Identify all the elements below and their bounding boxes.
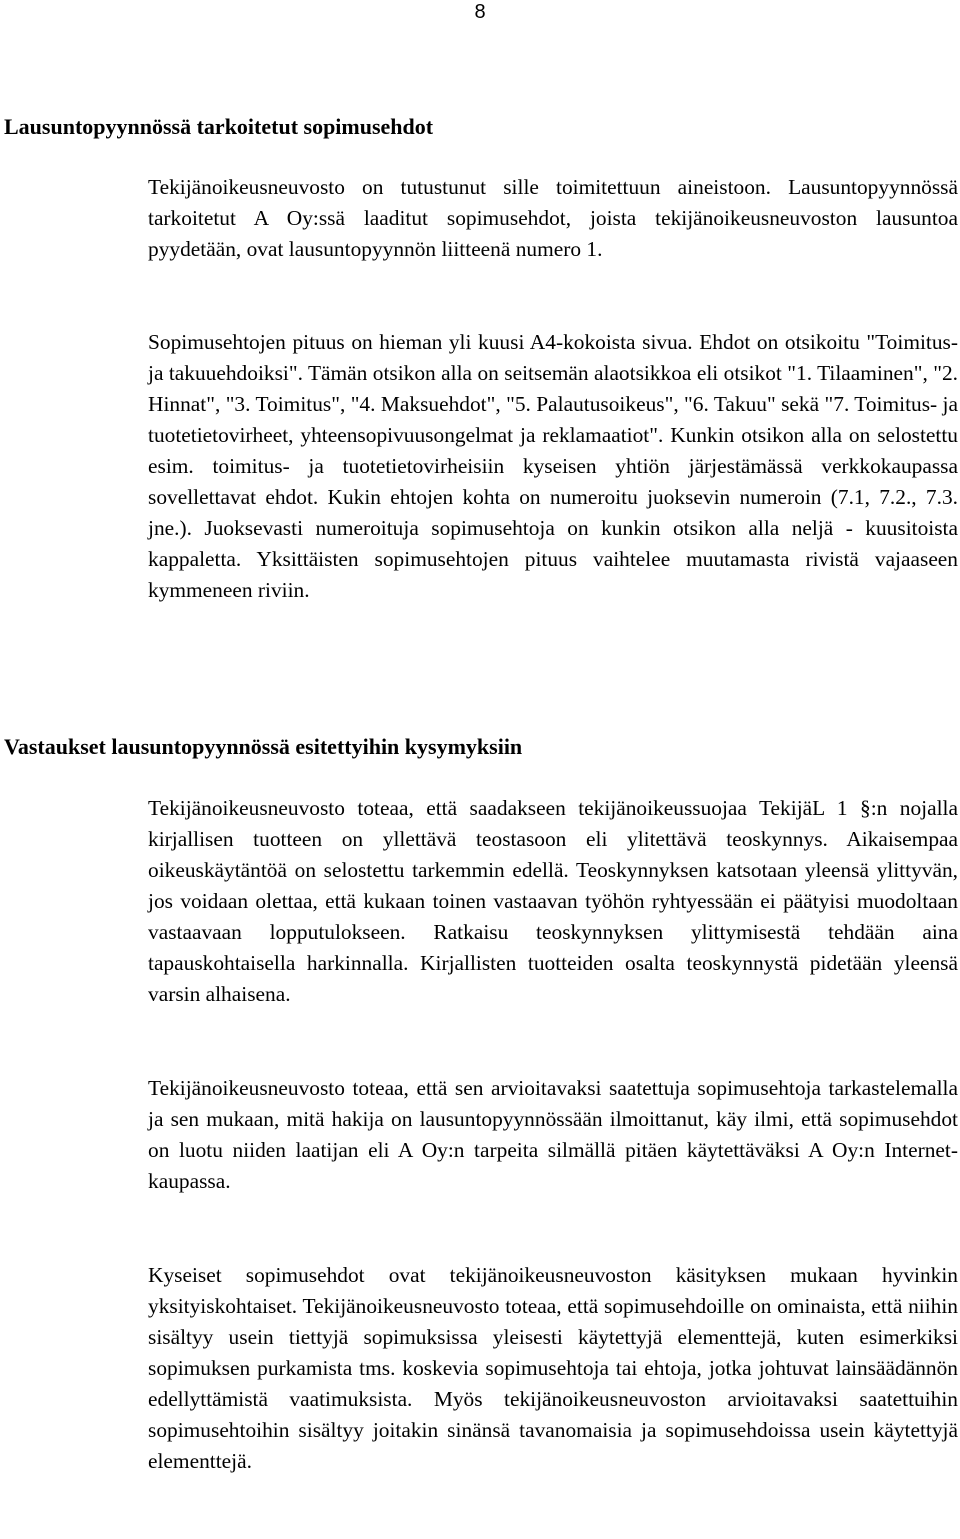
paragraph-terms-detail: Kyseiset sopimusehdot ovat tekijänoikeusneuvoston käsityksen mukaan hyvinkin yksityiskohtaiset. Tekijänoikeusneuvosto toteaa, että sopimusehdoille on ominaista, että niihin sisältyy usein tiettyjä sopimuksissa yleisesti käytettyjä elementtejä, kuten esimerkiksi sopimuksen purkamista tms. koskevia sopimusehtoja tai ehtoja, jotka johtuvat lainsäädännön edellyttämistä vaatimuksista. Myös tekijänoikeusneuvoston arvioitavaksi saatettuihin sopimusehtoihin sisältyy joitakin sinänsä tavanomaisia ja sopimusehdoissa usein käytettyjä elementtejä. [148, 1263, 958, 1473]
paragraph-terms-purpose: Tekijänoikeusneuvosto toteaa, että sen arvioitavaksi saatettuja sopimusehtoja tarkastelemalla ja sen mukaan, mitä hakija on lausuntopyynnössään ilmoittanut, käy ilmi, että sopimusehdot on luotu niiden laatijan eli A Oy:n tarpeita silmällä pitäen käytettäväksi A Oy:n Internet-kaupassa. [148, 1076, 958, 1193]
section-heading-answers: Vastaukset lausuntopyynnössä esitettyihin kysymyksiin [4, 734, 523, 759]
page-number: 8 [474, 1, 486, 23]
paragraph-terms-structure: Sopimusehtojen pituus on hieman yli kuusi A4-kokoista sivua. Ehdot on otsikoitu "Toimitus- ja takuuehdoiksi". Tämän otsikon alla on seitsemän alaotsikkoa eli otsikot "1. Tilaaminen", "2. Hinnat", "3. Toimitus", "4. Maksuehdot", "5. Palautusoikeus", "6. Takuu" sekä "7. Toimitus- ja tuotetietovirheet, yhteensopivuusongelmat ja reklamaatiot". Kunkin otsikon alla on selostettu esim. toimitus- ja tuotetietovirheisiin kyseisen yhtiön järjestämässä verkkokaupassa sovellettavat ehdot. Kukin ehtojen kohta on numeroitu juoksevin numeroin (7.1, 7.2., 7.3. jne.). Juoksevasti numeroituja sopimusehtoja on kunkin otsikon alla neljä - kuusitoista kappaletta. Yksittäisten sopimusehtojen pituus vaihtelee muutamasta rivistä vajaaseen kymmeneen riviin. [148, 330, 958, 602]
paragraph-threshold-of-originality: Tekijänoikeusneuvosto toteaa, että saadakseen tekijänoikeussuojaa TekijäL 1 §:n nojalla kirjallisen tuotteen on yllettävä teostasoon eli ylitettävä teoskynnys. Aikaisempaa oikeuskäytäntöä on selostettu tarkemmin edellä. Teoskynnyksen katsotaan yleensä ylittyvän, jos voidaan olettaa, että kukaan toinen vastaavan työhön ryhtyessään ei päätyisi muodoltaan vastaavaan lopputulokseen. Ratkaisu teoskynnyksen ylittymisestä tehdään aina tapauskohtaisella harkinnalla. Kirjallisten tuotteiden osalta teoskynnystä pidetään yleensä varsin alhaisena. [148, 796, 958, 1006]
section-heading-terms: Lausuntopyynnössä tarkoitetut sopimusehdot [4, 114, 434, 139]
paragraph-material-reviewed: Tekijänoikeusneuvosto on tutustunut sille toimitettuun aineistoon. Lausuntopyynnössä tarkoitetut A Oy:ssä laaditut sopimusehdot, joista tekijänoikeusneuvoston lausuntoa pyydetään, ovat lausuntopyynnön liitteenä numero 1. [148, 175, 958, 261]
